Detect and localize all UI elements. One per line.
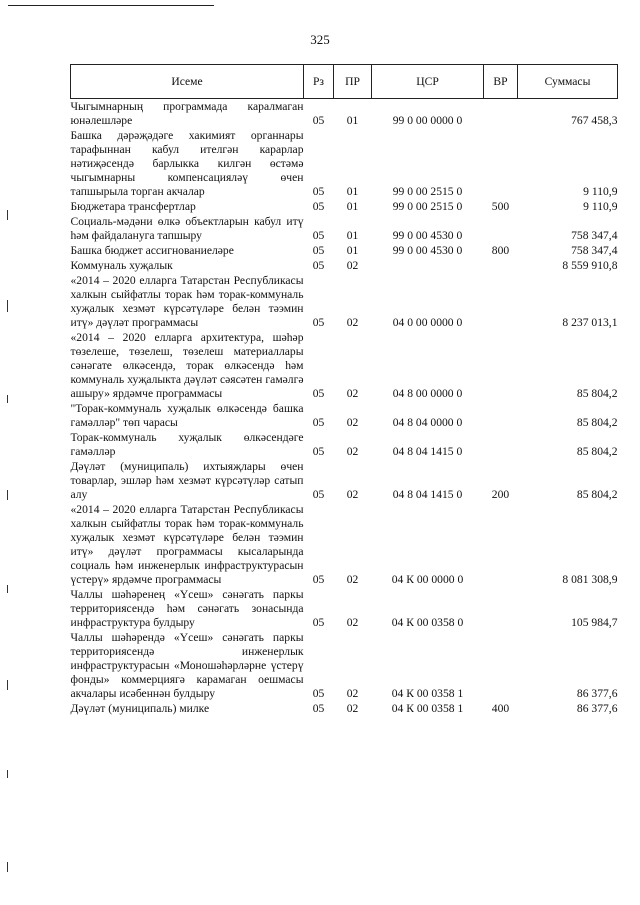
margin-mark	[7, 862, 8, 872]
row-csr: 99 0 00 2515 0	[392, 200, 463, 213]
row-name: Коммуналь хуҗалык	[70, 259, 173, 272]
row-sum: 105 984,7	[571, 616, 618, 629]
row-vr	[484, 431, 518, 460]
row-name: Башка бюджет ассигнованиеләре	[70, 244, 234, 257]
row-vr	[484, 99, 518, 130]
row-vr	[484, 331, 518, 402]
row-vr: 500	[491, 200, 510, 213]
table-row	[71, 331, 618, 402]
table-row	[71, 99, 618, 130]
row-vr: 800	[491, 244, 510, 257]
row-sum: 9 110,9	[583, 200, 618, 213]
row-csr: 04 8 00 0000 0	[392, 387, 463, 400]
budget-table	[70, 64, 618, 717]
row-name: Башка дәрәҗәдәге хакимият органнары тарафыннан кабул ителгән карарлар нәтиҗәсендә барлыкка килгән өстәмә чыгымнарны компенсацияләү өчен тапшырыла торган акчалар	[70, 129, 304, 198]
header-vr: ВР	[484, 65, 518, 99]
header-name: Исеме	[71, 65, 304, 99]
table-row	[71, 503, 618, 588]
row-csr: 04 К 00 0358 1	[391, 702, 464, 715]
row-vr: 200	[491, 488, 510, 501]
row-csr: 99 0 00 4530 0	[392, 229, 463, 242]
margin-mark	[7, 585, 8, 593]
margin-mark	[7, 300, 8, 312]
row-name: Чаллы шәһәрендә «Үсеш» сәнәгать паркы территориясендә инженерлык инфраструктурасын «Моношәһәрләрне үстерү фонды» коммерциягә карамаган оешмасы акчалары исәбеннән булдыру	[70, 631, 304, 700]
table-row	[71, 702, 618, 717]
row-vr: 400	[491, 702, 510, 715]
row-name: «2014 – 2020 елларга Татарстан Республикасы халкын сыйфатлы торак һәм торак-коммуналь хуҗалык хезмәт күрсәтүләре белән тәэмин итү» дәүләт программасы кысаларында социаль һәм инженерлык инфраструктурасын үстерү» ярдәмче программасы	[70, 503, 304, 586]
header-sum: Суммасы	[518, 65, 618, 99]
row-vr	[484, 588, 518, 631]
row-name: Чаллы шәһәренең «Үсеш» сәнәгать паркы территориясендә һәм сәнәгать зонасында инфраструктура булдыру	[70, 588, 304, 629]
row-sum: 758 347,4	[571, 229, 618, 242]
header-csr: ЦСР	[372, 65, 484, 99]
table-row	[71, 129, 618, 200]
row-pr: 01	[346, 114, 359, 127]
row-sum: 8 081 308,9	[562, 573, 618, 586]
row-csr	[372, 259, 484, 274]
header-pr: ПР	[334, 65, 372, 99]
row-rz: 05	[312, 200, 325, 213]
row-name: «2014 – 2020 елларга Татарстан Республикасы халкын сыйфатлы торак һәм торак-коммуналь хуҗалык хезмәт күрсәтүләре белән тәэмин итү» дәүләт программасы	[70, 274, 304, 329]
row-rz: 05	[312, 185, 325, 198]
row-name: Чыгымнарның программада каралмаган юнәлешләре	[70, 100, 304, 127]
row-csr: 04 8 04 1415 0	[392, 488, 463, 501]
row-csr: 04 0 00 0000 0	[392, 316, 463, 329]
row-csr: 04 К 00 0000 0	[391, 573, 464, 586]
row-pr: 02	[346, 259, 359, 272]
table-row	[71, 215, 618, 244]
row-sum: 8 237 013,1	[562, 316, 618, 329]
row-csr: 99 0 00 2515 0	[392, 185, 463, 198]
row-sum: 8 559 910,8	[562, 259, 618, 272]
row-sum: 86 377,6	[576, 687, 618, 700]
row-rz: 05	[312, 229, 325, 242]
row-vr	[484, 631, 518, 702]
row-name: Социаль-мәдәни өлкә объектларын кабул итү һәм файдалануга тапшыру	[70, 215, 304, 242]
margin-mark	[7, 770, 8, 778]
row-pr: 01	[346, 200, 359, 213]
row-name: Дәүләт (муниципаль) милке	[70, 702, 210, 715]
table-row	[71, 402, 618, 431]
row-name: Бюджетара трансфертлар	[70, 200, 196, 213]
row-rz: 05	[312, 488, 325, 501]
table-row	[71, 431, 618, 460]
row-pr: 01	[346, 244, 359, 257]
row-pr: 01	[346, 185, 359, 198]
row-vr	[484, 215, 518, 244]
row-rz: 05	[312, 702, 325, 715]
table-row	[71, 259, 618, 274]
row-name: "Торак-коммуналь хуҗалык өлкәсендә башка гамәлләр" төп чарасы	[70, 402, 304, 429]
row-vr	[484, 402, 518, 431]
row-name: Дәүләт (муниципаль) ихтыяҗлары өчен товарлар, эшләр һәм хезмәт күрсәтүләр сатып алу	[70, 460, 304, 501]
row-vr	[484, 259, 518, 274]
row-csr: 04 К 00 0358 0	[391, 616, 464, 629]
row-name: Торак-коммуналь хуҗалык өлкәсендәге гамәлләр	[70, 431, 304, 458]
row-pr: 02	[346, 416, 359, 429]
row-sum: 85 804,2	[576, 416, 618, 429]
row-sum: 86 377,6	[576, 702, 618, 715]
row-sum: 758 347,4	[571, 244, 618, 257]
row-csr: 99 0 00 0000 0	[392, 114, 463, 127]
margin-mark	[7, 680, 8, 690]
row-pr: 02	[346, 687, 359, 700]
row-rz: 05	[312, 416, 325, 429]
row-name: «2014 – 2020 елларга архитектура, шәһәр төзелеше, төзелеш, төзелеш материаллары сәнәгате өлкәсендә, торак өлкәсендә һәм коммуналь хуҗалыкта дәүләт сәясәтен гамәлгә ашыру» ярдәмче программасы	[70, 331, 304, 400]
row-rz: 05	[312, 114, 325, 127]
table-row	[71, 631, 618, 702]
header-rz: Рз	[304, 65, 334, 99]
row-pr: 02	[346, 445, 359, 458]
table-row	[71, 200, 618, 215]
row-vr	[484, 129, 518, 200]
top-rule	[8, 5, 214, 6]
page-number: 325	[310, 32, 330, 47]
row-rz: 05	[312, 616, 325, 629]
row-rz: 05	[312, 316, 325, 329]
row-rz: 05	[312, 687, 325, 700]
row-csr: 04 8 04 1415 0	[392, 445, 463, 458]
row-pr: 02	[346, 616, 359, 629]
table-row	[71, 244, 618, 259]
row-vr	[484, 503, 518, 588]
row-rz: 05	[312, 387, 325, 400]
table-row	[71, 460, 618, 503]
row-sum: 85 804,2	[576, 387, 618, 400]
margin-mark	[7, 210, 8, 220]
row-vr	[484, 274, 518, 331]
table-row	[71, 274, 618, 331]
row-pr: 02	[346, 702, 359, 715]
row-csr: 04 8 04 0000 0	[392, 416, 463, 429]
row-pr: 02	[346, 573, 359, 586]
row-rz: 05	[312, 445, 325, 458]
row-pr: 02	[346, 387, 359, 400]
table-row	[71, 588, 618, 631]
margin-mark	[7, 490, 8, 500]
row-rz: 05	[312, 573, 325, 586]
row-sum: 767 458,3	[571, 114, 618, 127]
row-pr: 01	[346, 229, 359, 242]
row-rz: 05	[312, 244, 325, 257]
row-csr: 04 К 00 0358 1	[391, 687, 464, 700]
table-header-row	[71, 65, 618, 99]
row-sum: 9 110,9	[583, 185, 618, 198]
row-sum: 85 804,2	[576, 445, 618, 458]
row-sum: 85 804,2	[576, 488, 618, 501]
row-rz: 05	[312, 259, 325, 272]
margin-mark	[7, 395, 8, 403]
row-csr: 99 0 00 4530 0	[392, 244, 463, 257]
row-pr: 02	[346, 316, 359, 329]
row-pr: 02	[346, 488, 359, 501]
